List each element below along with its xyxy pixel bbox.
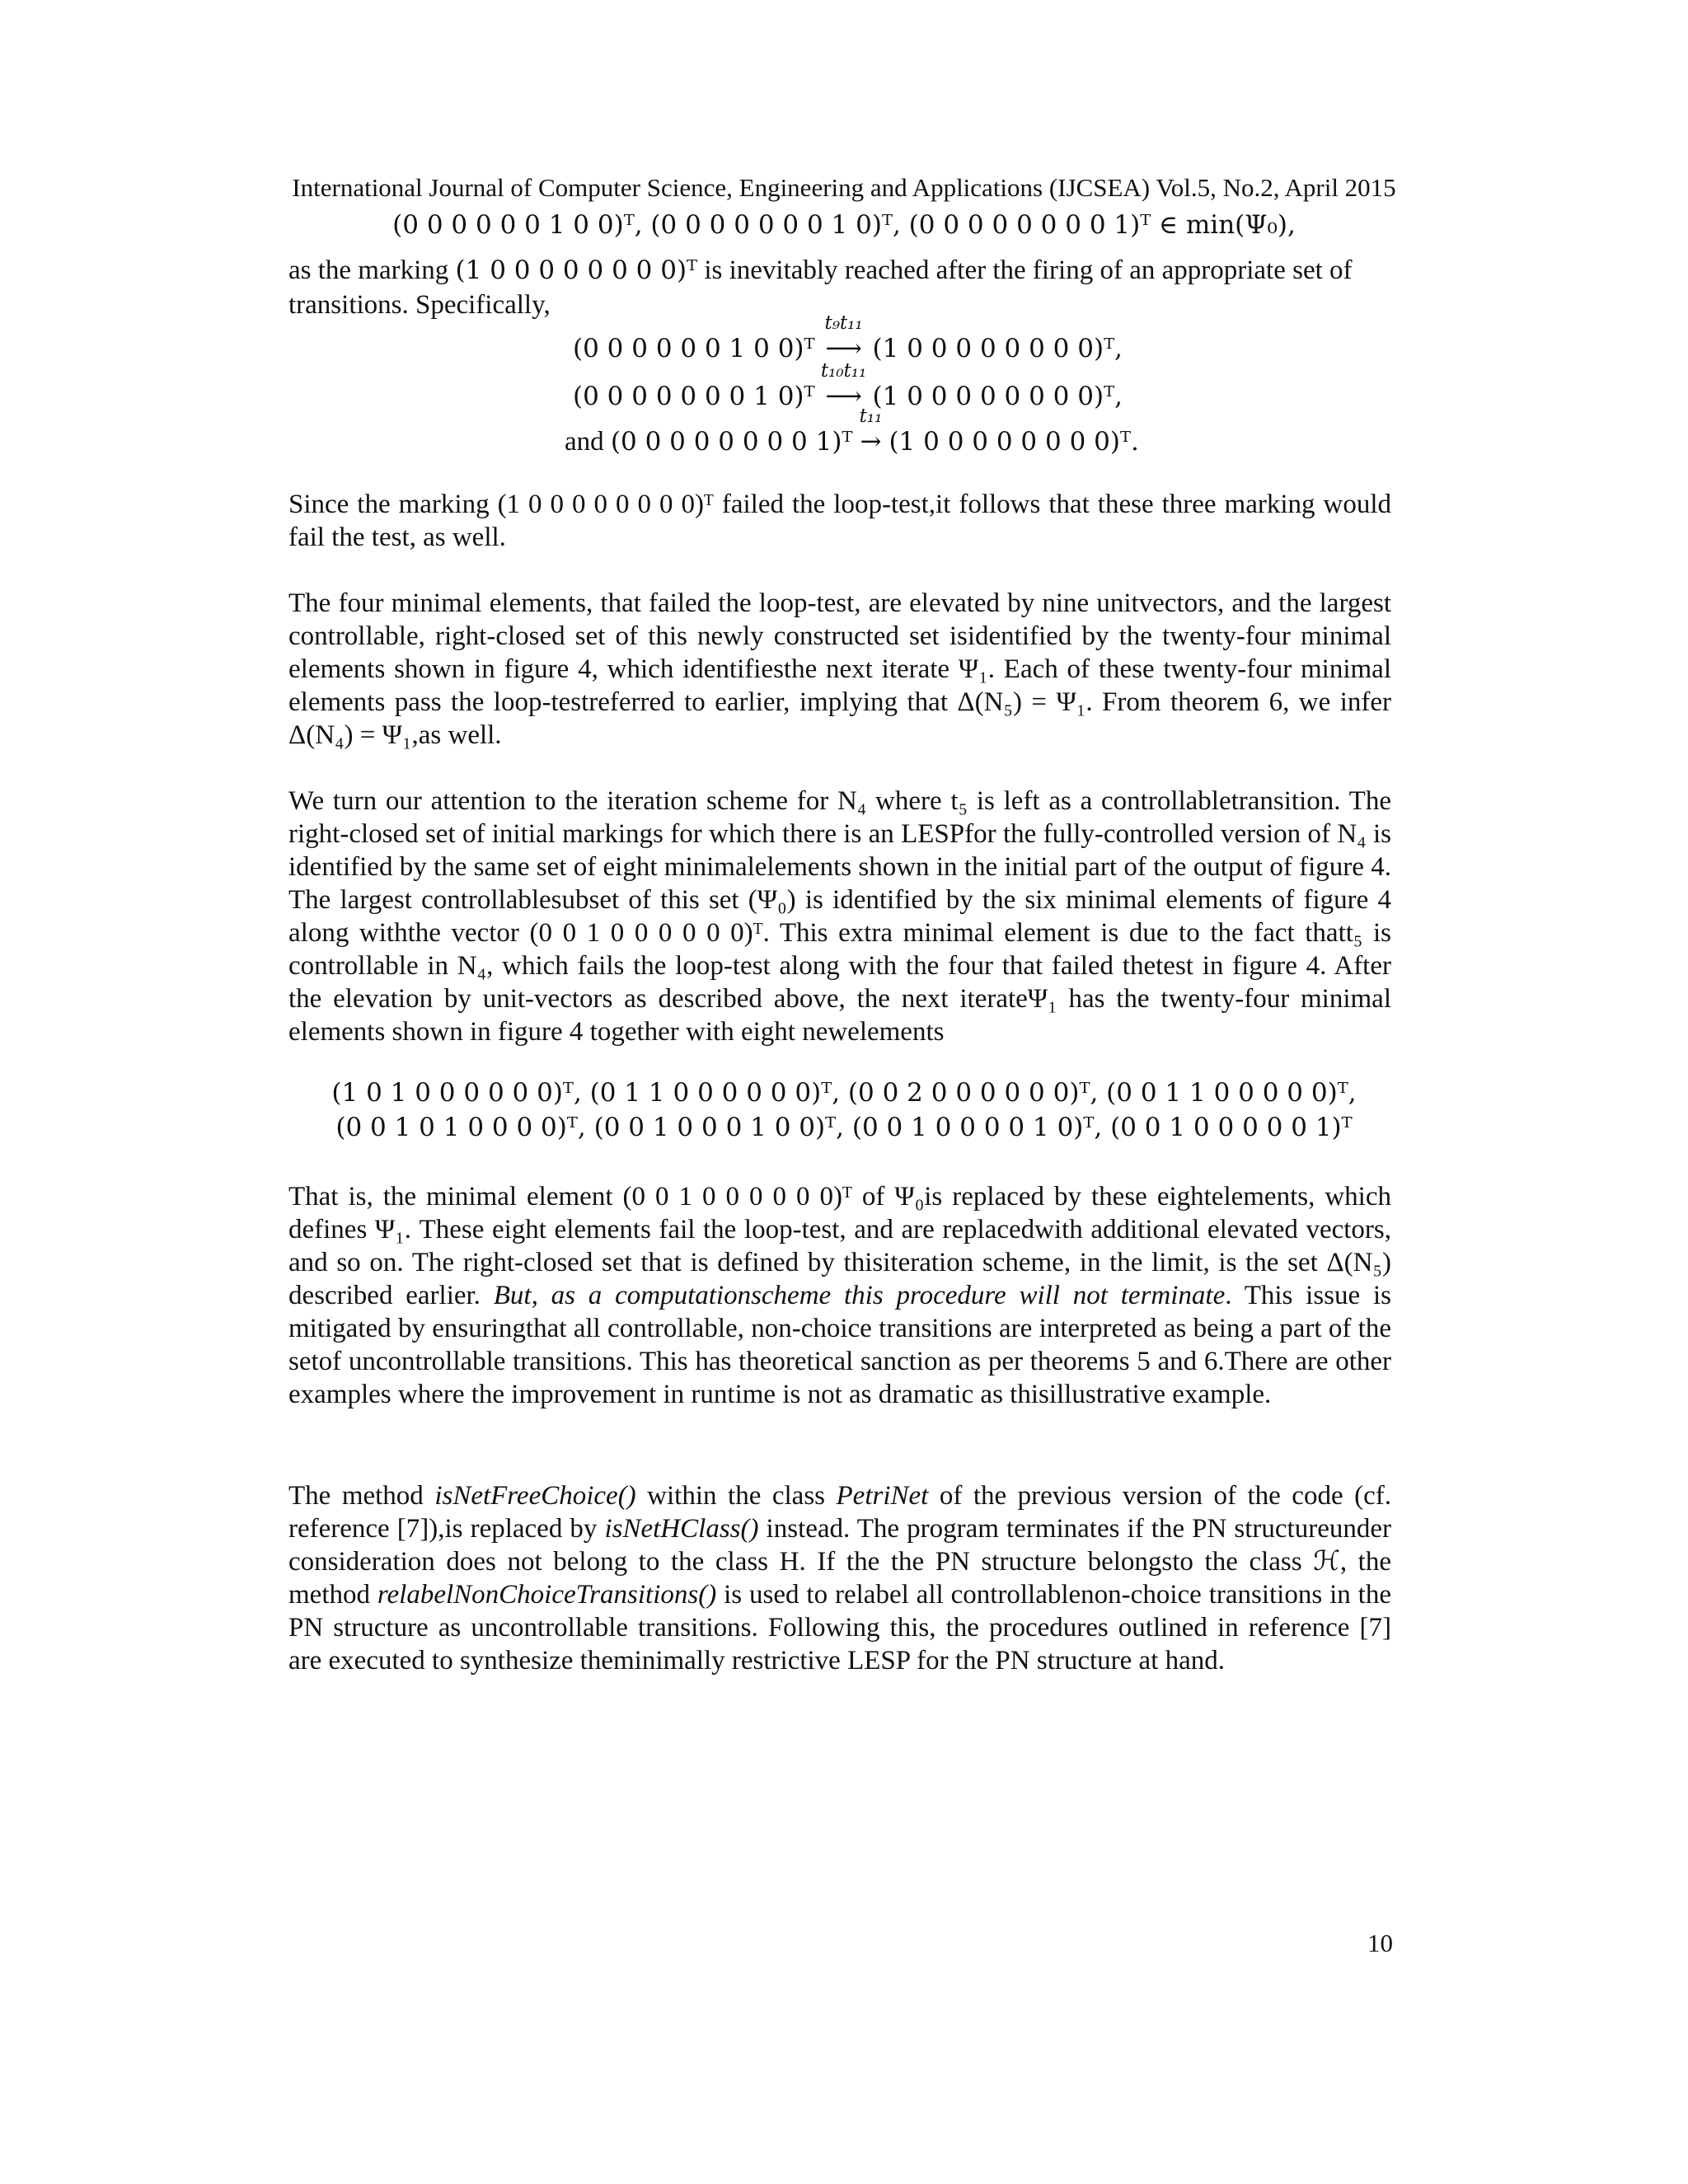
paragraph-5-a: The method <box>288 1481 435 1511</box>
equation-min-psi0: (0 0 0 0 0 0 1 0 0)ᵀ, (0 0 0 0 0 0 0 1 0)ᵀ, (0 0 0 0 0 0 0 0 1)ᵀ ∈ min(Ψ₀), <box>392 210 1296 240</box>
firing-sequence-3 <box>565 405 1139 457</box>
paragraph-5-text <box>288 1479 1391 1677</box>
firing-label: t₁₁ <box>859 405 883 427</box>
firing-from: (0 0 0 0 0 0 0 1 0)ᵀ <box>573 382 815 411</box>
paragraph-5-c: of the previous version of the code (cf. reference [7]),is replaced by <box>288 1481 1391 1544</box>
paragraph-4-text <box>288 1180 1391 1411</box>
firing-label: t₉t₁₁ <box>824 312 863 334</box>
paragraph-5-d: instead. The program terminates if the PN structureunder consideration does not belong to the class H. If the the PN structure belongsto the class ℋ, the method <box>288 1514 1391 1610</box>
marking-sentence-prefix: as the marking <box>288 255 456 285</box>
paragraph-3 <box>288 785 1391 1048</box>
firing-to: (1 0 0 0 0 0 0 0 0)ᵀ, <box>872 382 1123 411</box>
class-petrinet: PetriNet <box>836 1481 929 1511</box>
page-number: 10 <box>1367 1929 1393 1957</box>
firing-arrow: t₁₁ → <box>852 427 889 457</box>
firing-from: (0 0 0 0 0 0 1 0 0)ᵀ <box>573 334 815 363</box>
method-isnethclass: isNetHClass() <box>604 1514 759 1544</box>
paragraph-3-text: We turn our attention to the iteration scheme for N₄ where t₅ is left as a controllabletransition. The right-closed set of initial markings for which there is an LESPfor the fully-controlled version of N₄ is identified by the same set of eight minimalelements shown in the initial part of the output of figure 4. The largest controllablesubset of this set (Ψ₀) is identified by the six minimal elements of figure 4 along withthe vector (0 0 1 0 0 0 0 0 0)ᵀ. This extra minimal element is due to the fact thatt₅ is controllable in N₄, which fails the loop-test along with the four that failed thetest in figure 4. After the elevation by unit-vectors as described above, the next iterateΨ₁ has the twenty-four minimal elements shown in figure 4 together with eight newelements <box>288 786 1391 1047</box>
firing-to: (1 0 0 0 0 0 0 0 0)ᵀ. <box>889 427 1139 457</box>
marking-vector: (1 0 0 0 0 0 0 0 0)ᵀ <box>455 255 698 285</box>
transitions-sentence: transitions. Specifically, <box>288 290 551 320</box>
paragraph-4-part-1: That is, the minimal element (0 0 1 0 0 0 0 0 0)ᵀ of Ψ₀is replaced by these eightelements, which defines Ψ₁. These eight elements fail the loop-test, and are replacedwith additional elevated vectors, and so on. The right-closed set that is defined by thisiteration scheme, in the limit, is the set Δ(N₅) described earlier. <box>288 1182 1391 1310</box>
firing-sequence-1 <box>573 312 1123 363</box>
firing-label: t₁₀t₁₁ <box>820 360 867 382</box>
paragraph-4 <box>288 1180 1391 1411</box>
paragraph-4-italic: But, as a computationscheme this procedure will not terminate <box>493 1281 1226 1310</box>
paragraph-2-text: The four minimal elements, that failed the loop-test, are elevated by nine unitvectors, and the largest controllable, right-closed set of this newly constructed set isidentified by the twenty-four minimal elements shown in figure 4, which identifiesthe next iterate Ψ₁. Each of these twenty-four minimal elements pass the loop-testreferred to earlier, implying that Δ(N₅) = Ψ₁. From theorem 6, we infer Δ(N₄) = Ψ₁,as well. <box>288 588 1391 750</box>
marking-sentence-suffix: is inevitably reached after the firing of an appropriate set of <box>697 255 1353 285</box>
firing-sequence-2 <box>573 360 1123 411</box>
paragraph-5-e: is used to relabel all controllablenon-choice transitions in the PN structure as uncontrollable transitions. Following this, the procedures outlined in reference [7] are executed to synthesize theminimally restrictive LESP for the PN structure at hand. <box>288 1580 1392 1675</box>
method-isnetfreechoice: isNetFreeChoice() <box>434 1481 636 1511</box>
marking-sentence <box>288 254 1391 287</box>
firing-to: (1 0 0 0 0 0 0 0 0)ᵀ, <box>872 334 1123 363</box>
paragraph-2 <box>288 587 1391 752</box>
firing-arrow: t₁₀t₁₁ ⟶ <box>815 382 873 411</box>
paragraph-1 <box>288 488 1391 554</box>
paragraph-1-text: Since the marking (1 0 0 0 0 0 0 0 0)ᵀ failed the loop-test,it follows that these three marking would fail the test, as well. <box>288 490 1391 552</box>
firing-from: (0 0 0 0 0 0 0 0 1)ᵀ <box>610 427 853 457</box>
method-relabelnonchoicetransitions: relabelNonChoiceTransitions() <box>377 1580 717 1610</box>
running-header: International Journal of Computer Science, Engineering and Applications (IJCSEA) Vol.5, No.2, April 2015 <box>292 173 1396 202</box>
firing-prefix: and <box>565 427 611 457</box>
paragraph-5-b: within the class <box>635 1481 837 1511</box>
paragraph-4-part-2: . This issue is mitigated by ensuringthat all controllable, non-choice transitions are interpreted as being a part of the setof uncontrollable transitions. This has theoretical sanction as per theorems 5 and 6.There are other examples where the improvement in runtime is not as dramatic as thisillustrative example. <box>288 1281 1391 1409</box>
firing-arrow: t₉t₁₁ ⟶ <box>815 334 873 363</box>
vector-list-row-2: (0 0 1 0 1 0 0 0 0)ᵀ, (0 0 1 0 0 0 1 0 0)ᵀ, (0 0 1 0 0 0 0 1 0)ᵀ, (0 0 1 0 0 0 0 0 1)ᵀ <box>335 1113 1353 1142</box>
paragraph-5 <box>288 1479 1391 1677</box>
vector-list-row-1: (1 0 1 0 0 0 0 0 0)ᵀ, (0 1 1 0 0 0 0 0 0)ᵀ, (0 0 2 0 0 0 0 0 0)ᵀ, (0 0 1 1 0 0 0 0 0)ᵀ, <box>331 1078 1357 1108</box>
